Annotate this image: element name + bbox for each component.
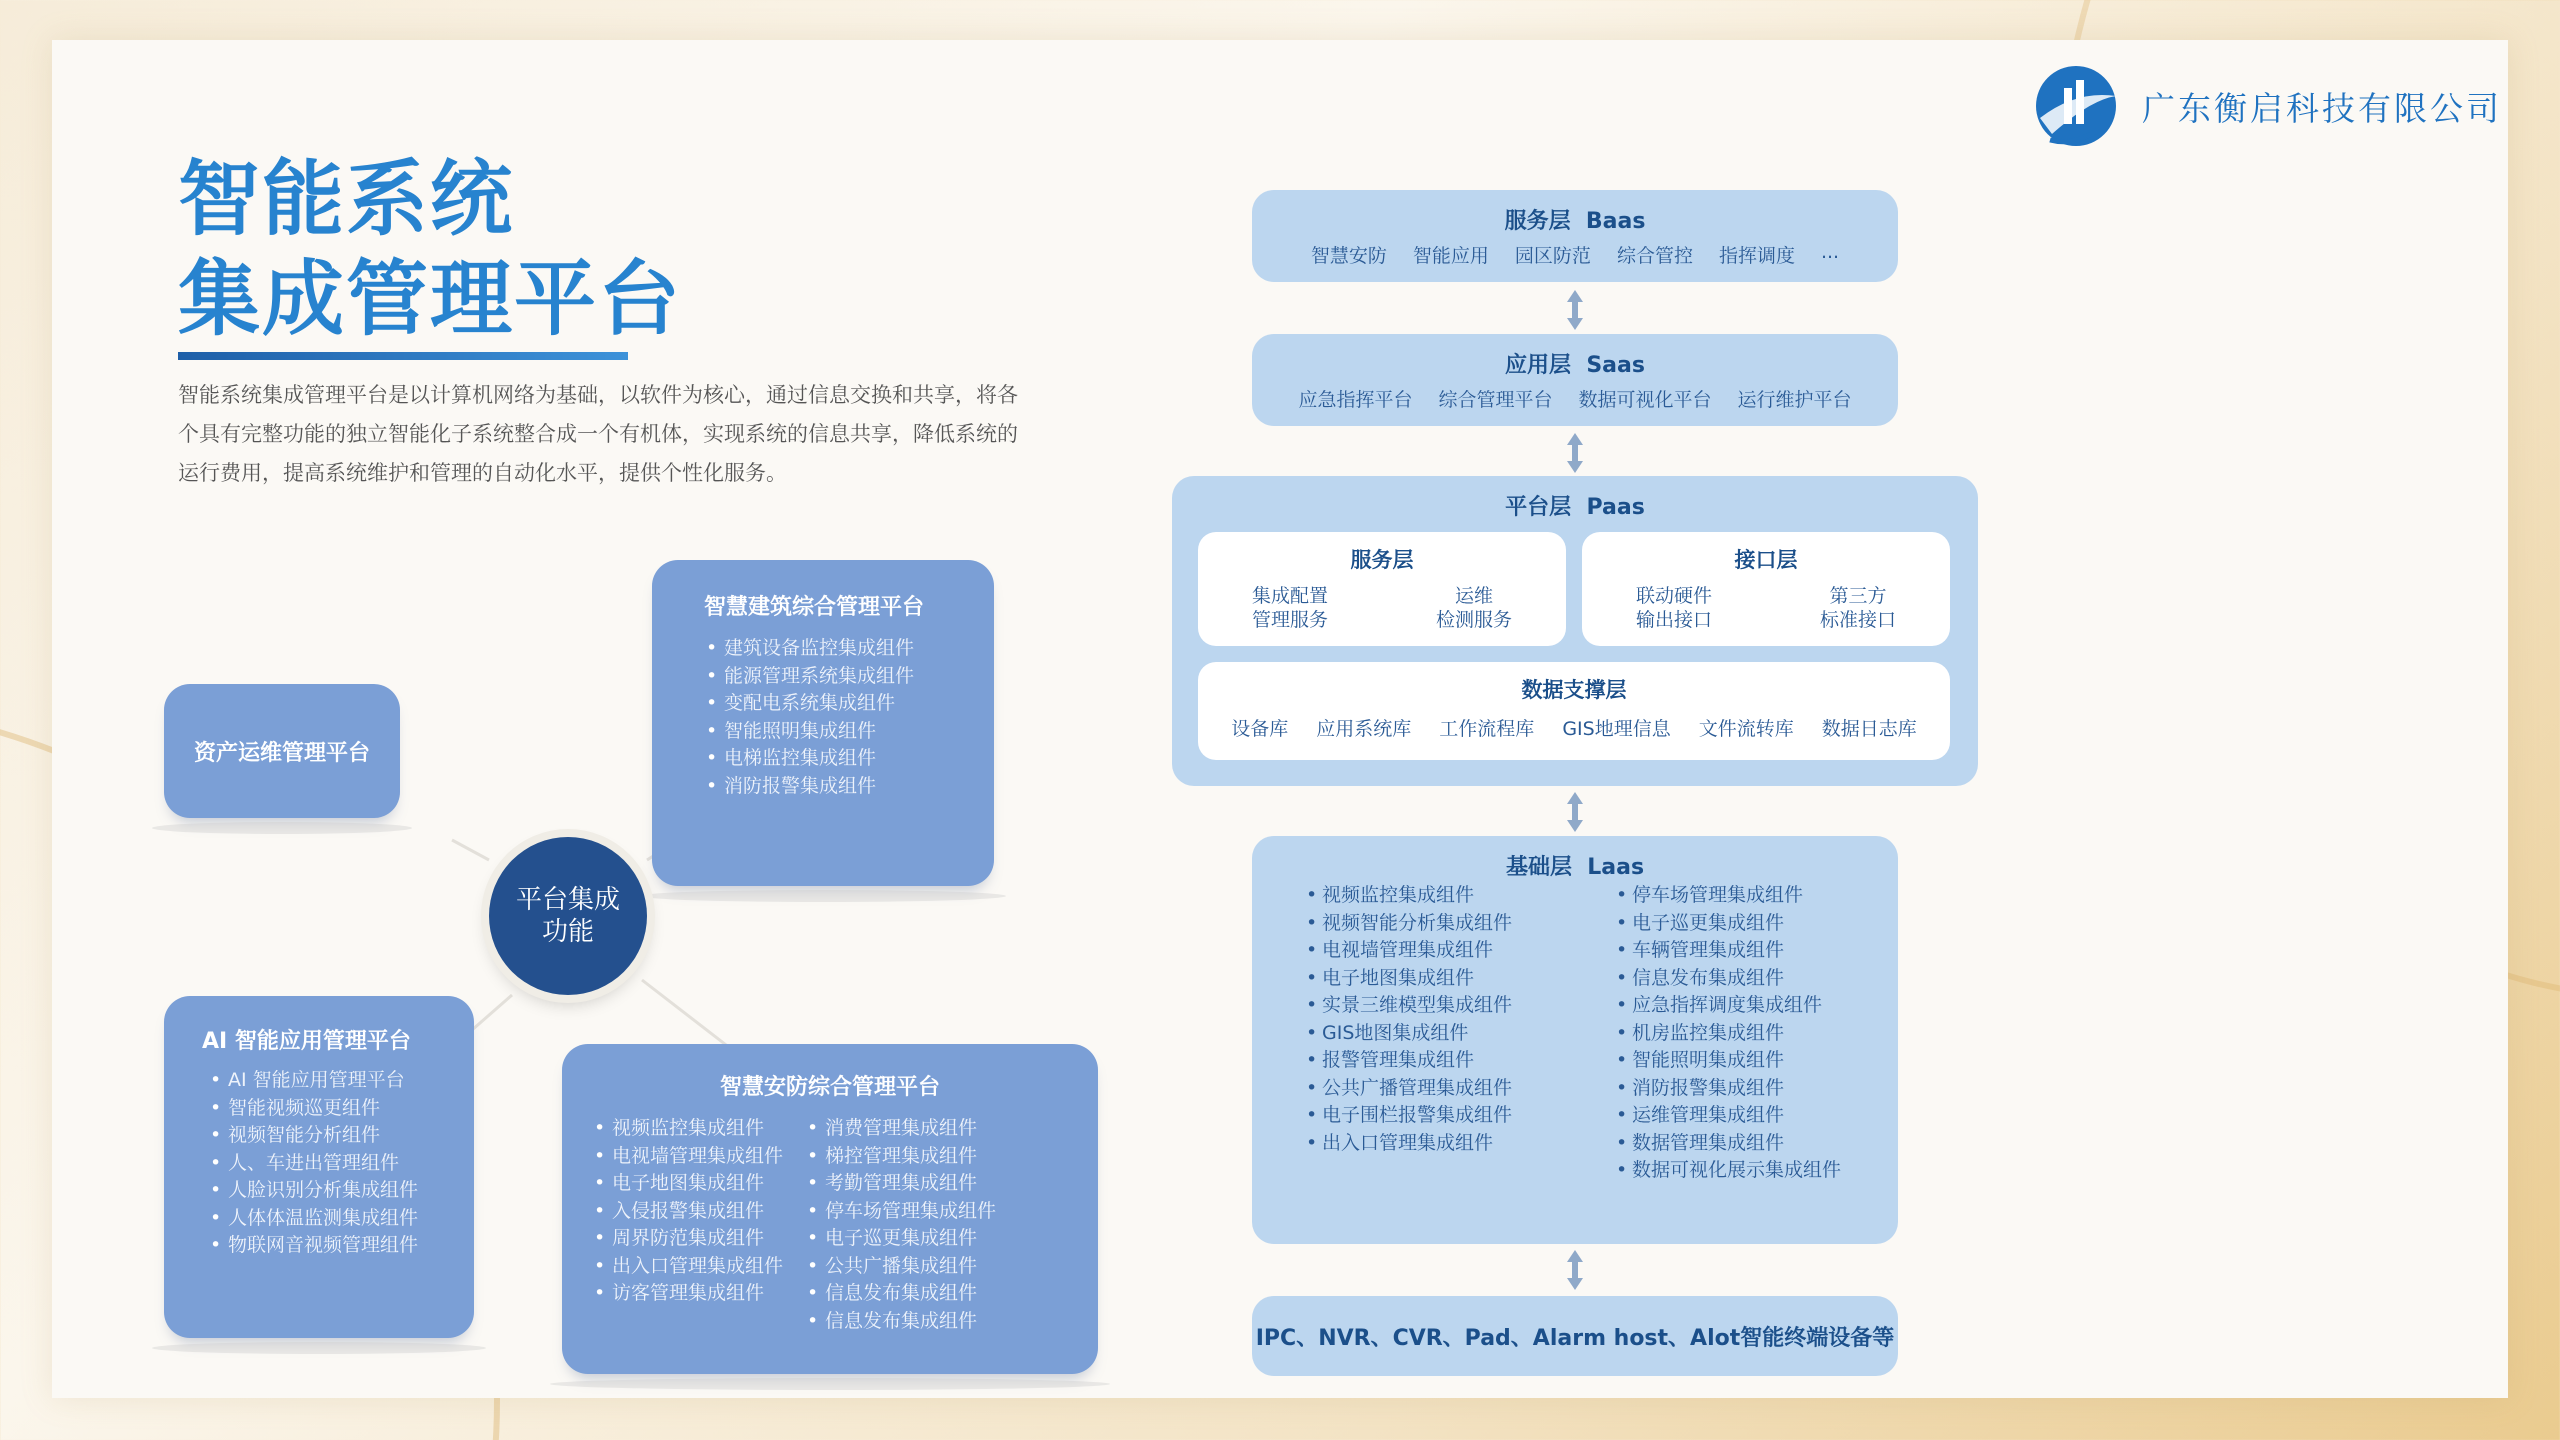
platform-service-cols: [1198, 584, 1566, 632]
list-item: • 电子巡更集成组件: [805, 1225, 996, 1253]
list-item: • 应急指挥调度集成组件: [1614, 992, 1841, 1020]
list-item: • 视频监控集成组件: [592, 1115, 783, 1143]
list-item: • 智能照明集成组件: [1614, 1047, 1841, 1075]
list-item: • 视频监控集成组件: [1304, 882, 1512, 910]
security-component-columns: [592, 1115, 1098, 1335]
list-item: • 电子围栏报警集成组件: [1304, 1102, 1512, 1130]
list-item: • AI 智能应用管理平台: [208, 1067, 474, 1095]
list-item: • 电子地图集成组件: [1304, 965, 1512, 993]
building-logo-icon: [2030, 60, 2122, 152]
list-item: • 梯控管理集成组件: [805, 1143, 996, 1171]
list-item: • 公共广播管理集成组件: [1304, 1075, 1512, 1103]
list-item: • 人体体温监测集成组件: [208, 1205, 474, 1233]
base-component-list-2: [1614, 882, 1841, 1185]
list-item: • 物联网音视频管理组件: [208, 1232, 474, 1260]
device-layer: [1252, 1296, 1898, 1376]
data-support-item: 设备库: [1231, 718, 1289, 740]
platform-interface-box: [1582, 532, 1950, 646]
platform-interface-item: 联动硬件 输出接口: [1635, 585, 1712, 631]
platform-service-item: 运维 检测服务: [1435, 585, 1512, 631]
service-layer-items: [1252, 241, 1898, 268]
list-item: • 电子地图集成组件: [592, 1170, 783, 1198]
service-item: 智能应用: [1412, 245, 1489, 267]
security-component-list-1: [592, 1115, 783, 1335]
list-item: • 车辆管理集成组件: [1614, 937, 1841, 965]
connector-line: [472, 995, 512, 1030]
list-item: • 信息发布集成组件: [805, 1308, 996, 1336]
hub-label: 平台集成 功能: [515, 885, 620, 947]
list-item: • 建筑设备监控集成组件: [704, 635, 994, 663]
list-item: • 电梯监控集成组件: [704, 745, 994, 773]
data-support-items: [1198, 714, 1950, 741]
double-arrow-icon: [1565, 433, 1585, 473]
platform-service-item: 集成配置 管理服务: [1251, 585, 1328, 631]
title-line-1: 智能系统: [178, 152, 515, 247]
list-item: • 视频智能分析组件: [208, 1122, 474, 1150]
service-layer-title: 服务层 Baas: [1504, 209, 1646, 234]
platform-interface-title: 接口层: [1734, 548, 1798, 572]
title-underline: [178, 352, 628, 360]
list-item: • 信息发布集成组件: [805, 1280, 996, 1308]
platform-interface-cols: [1582, 584, 1950, 632]
list-item: • 考勤管理集成组件: [805, 1170, 996, 1198]
asset-platform-title: 资产运维管理平台: [193, 740, 370, 766]
list-item: • 能源管理系统集成组件: [704, 663, 994, 691]
slide-panel: [52, 40, 2508, 1398]
list-item: • 电子巡更集成组件: [1614, 910, 1841, 938]
application-item: 数据可视化平台: [1578, 389, 1712, 411]
list-item: • 人、车进出管理组件: [208, 1150, 474, 1178]
base-component-list-1: [1304, 882, 1512, 1157]
data-support-box: [1198, 662, 1950, 760]
platform-layer-title: 平台层 Paas: [1505, 495, 1645, 520]
platform-service-box: [1198, 532, 1566, 646]
platform-interface-item: 第三方 标准接口: [1819, 585, 1896, 631]
company-logo: [2030, 60, 2502, 152]
list-item: • 数据可视化展示集成组件: [1614, 1157, 1841, 1185]
ai-platform-node: [164, 996, 474, 1338]
double-arrow-icon: [1565, 290, 1585, 330]
list-item: • 电视墙管理集成组件: [1304, 937, 1512, 965]
data-support-item: GIS地理信息: [1562, 718, 1671, 740]
list-item: • 人脸识别分析集成组件: [208, 1177, 474, 1205]
application-item: 综合管理平台: [1438, 389, 1553, 411]
application-layer-items: [1252, 385, 1898, 412]
list-item: • 报警管理集成组件: [1304, 1047, 1512, 1075]
service-item: 园区防范: [1514, 245, 1591, 267]
base-layer-laas: [1252, 836, 1898, 1244]
service-item: 智慧安防: [1310, 245, 1387, 267]
asset-platform-node: [164, 684, 400, 818]
list-item: • 变配电系统集成组件: [704, 690, 994, 718]
list-item: • 数据管理集成组件: [1614, 1130, 1841, 1158]
connector-line: [452, 840, 489, 860]
list-item: • 消防报警集成组件: [1614, 1075, 1841, 1103]
platform-service-title: 服务层: [1350, 548, 1414, 572]
list-item: • 运维管理集成组件: [1614, 1102, 1841, 1130]
service-layer-baas: [1252, 190, 1898, 282]
data-support-item: 应用系统库: [1316, 718, 1412, 740]
application-item: 应急指挥平台: [1298, 389, 1413, 411]
ai-platform-title: AI 智能应用管理平台: [202, 1029, 411, 1054]
data-support-item: 工作流程库: [1439, 718, 1535, 740]
list-item: • 停车场管理集成组件: [1614, 882, 1841, 910]
data-support-title: 数据支撑层: [1521, 678, 1627, 702]
building-platform-node: [652, 560, 994, 886]
intro-paragraph: 智能系统集成管理平台是以计算机网络为基础，以软件为核心，通过信息交换和共享，将各个具有完整功能的独立智能化子系统整合成一个有机体，实现系统的信息共享，降低系统的运行费用，提高系统维护和管理的自动化水平，提供个性化服务。: [178, 383, 1018, 485]
application-layer-title: 应用层 Saas: [1505, 353, 1645, 378]
data-support-item: 数据日志库: [1821, 718, 1917, 740]
application-layer-saas: [1252, 334, 1898, 426]
list-item: • 智能照明集成组件: [704, 718, 994, 746]
base-layer-title: 基础层 Laas: [1505, 855, 1645, 880]
list-item: • GIS地图集成组件: [1304, 1020, 1512, 1048]
list-item: • 实景三维模型集成组件: [1304, 992, 1512, 1020]
data-support-item: 文件流转库: [1698, 718, 1794, 740]
application-item: 运行维护平台: [1737, 389, 1852, 411]
service-item: 综合管控: [1616, 245, 1693, 267]
list-item: • 公共广播集成组件: [805, 1253, 996, 1281]
ai-component-list: [208, 1067, 474, 1260]
device-layer-title: IPC、NVR、CVR、Pad、Alarm host、Alot智能终端设备等: [1255, 1325, 1895, 1351]
company-name: 广东衡启科技有限公司: [2142, 88, 2502, 128]
list-item: • 消防报警集成组件: [704, 773, 994, 801]
list-item: • 周界防范集成组件: [592, 1225, 783, 1253]
list-item: • 信息发布集成组件: [1614, 965, 1841, 993]
list-item: • 出入口管理集成组件: [592, 1253, 783, 1281]
double-arrow-icon: [1565, 792, 1585, 832]
service-item: 指挥调度: [1718, 245, 1795, 267]
list-item: • 机房监控集成组件: [1614, 1020, 1841, 1048]
security-component-list-2: [805, 1115, 996, 1335]
integration-hub: [489, 837, 647, 995]
list-item: • 停车场管理集成组件: [805, 1198, 996, 1226]
building-platform-title: 智慧建筑综合管理平台: [704, 595, 925, 620]
security-platform-node: [562, 1044, 1098, 1374]
list-item: • 电视墙管理集成组件: [592, 1143, 783, 1171]
list-item: • 智能视频巡更组件: [208, 1095, 474, 1123]
list-item: • 视频智能分析集成组件: [1304, 910, 1512, 938]
building-component-list: [704, 635, 994, 800]
title-line-2: 集成管理平台: [178, 252, 683, 347]
security-platform-title: 智慧安防综合管理平台: [719, 1075, 940, 1100]
platform-layer-paas: [1172, 476, 1978, 786]
list-item: • 访客管理集成组件: [592, 1280, 783, 1308]
list-item: • 出入口管理集成组件: [1304, 1130, 1512, 1158]
page-title: [178, 150, 682, 350]
service-item: ...: [1820, 241, 1840, 263]
list-item: • 消费管理集成组件: [805, 1115, 996, 1143]
list-item: • 入侵报警集成组件: [592, 1198, 783, 1226]
double-arrow-icon: [1565, 1250, 1585, 1290]
